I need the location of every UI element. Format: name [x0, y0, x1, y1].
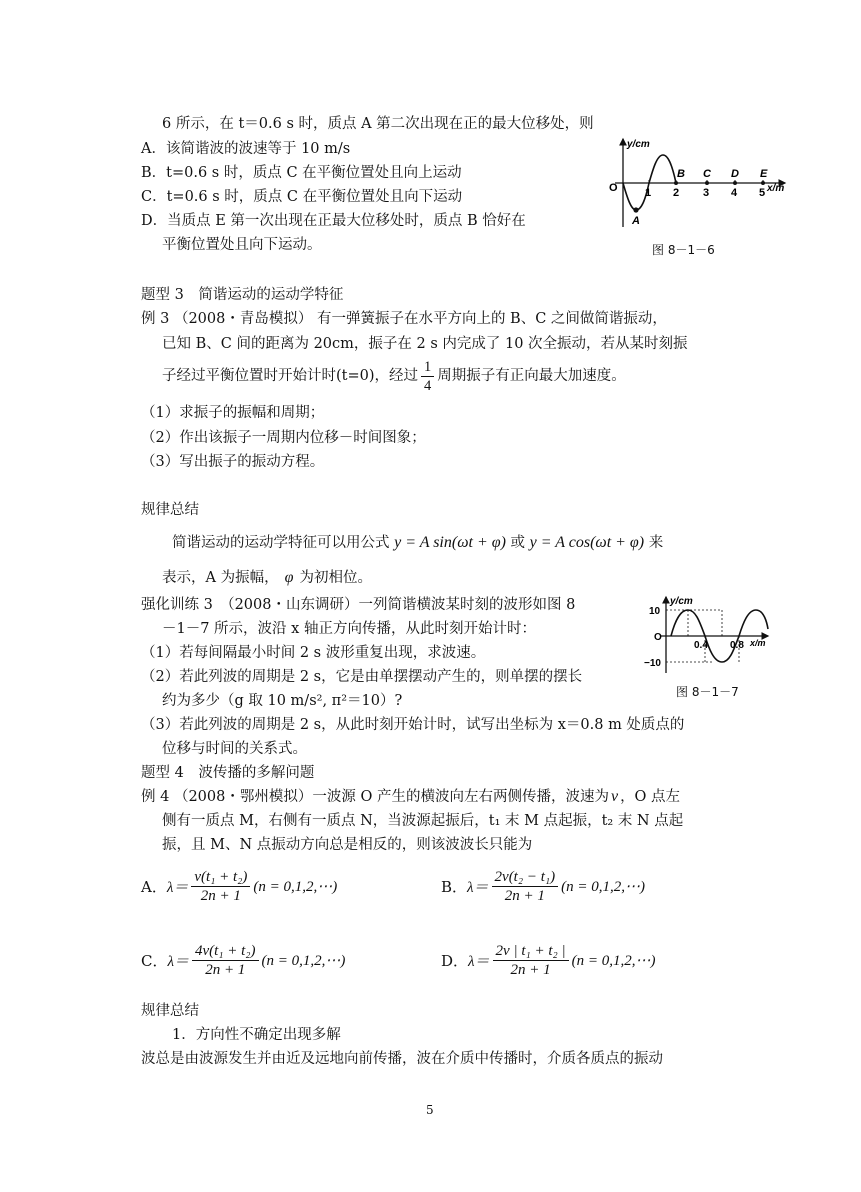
type3-heading: 题型 3 简谐运动的运动学特征 — [141, 287, 344, 303]
q2-option-c: C．t=0.6 s 时，质点 C 在平衡位置处且向下运动 — [141, 189, 463, 205]
fig1-label-c: C — [703, 168, 711, 180]
training3-line6: （3）若此列波的周期是 2 s，从此时刻开始计时，试写出坐标为 x＝0.8 m 处质点的 — [141, 717, 685, 733]
q2-option-a: A．该简谐波的波速等于 10 m/s — [141, 141, 351, 157]
training3-line1: 强化训练 3 （2008・山东调研）一列简谐横波某时刻的波形如图 8 — [141, 597, 576, 613]
q2-option-d: D．当质点 E 第一次出现在正最大位移处时，质点 B 恰好在 — [141, 213, 526, 229]
example4-option-c: C．λ＝ $\frac{\text{4v(t₁ + t₂)}}{2n + 1}$ (n = 0,1,2,⋯) — [141, 943, 346, 978]
example4-option-b: B．λ＝ $\frac{\text{2v(t₂ − t₁)}}{2n + 1}$ (n = 0,1,2,⋯) — [441, 869, 645, 904]
example3-line3: 子经过平衡位置时开始计时(t=0)，经过 $\frac{1}{4}$ 周期振子有正向最大加速度。 — [162, 358, 626, 394]
fig1-tick-2: 2 — [673, 187, 680, 199]
fig2-ytick-neg: −10 — [644, 658, 661, 669]
example3-subq-2: （2）作出该振子一周期内位移－时间图象； — [141, 430, 426, 446]
fig2-origin: O — [654, 632, 662, 643]
fig1-tick-3: 3 — [703, 187, 710, 199]
type4-summary-heading: 规律总结 — [141, 1003, 199, 1019]
example3-subq-1: （1）求振子的振幅和周期； — [141, 405, 325, 421]
formula-cos: y = A cos(ωt + φ) — [529, 534, 645, 551]
example3-subq-3: （3）写出振子的振动方程。 — [141, 454, 325, 470]
fig2-xlabel: x/m — [750, 638, 766, 648]
fig1-ylabel: y/cm — [627, 139, 650, 150]
formula-sin: y = A sin(ωt + φ) — [394, 534, 506, 551]
fig1-tick-4: 4 — [731, 187, 738, 199]
fig1-label-a: A — [632, 215, 640, 227]
summary3-line2: 表示，A 为振幅， φ 为初相位。 — [162, 569, 372, 586]
fig1-xlabel: x/m — [767, 183, 785, 194]
fig1-label-b: B — [677, 168, 685, 180]
point-a-dot — [633, 207, 638, 212]
example4-line3: 振，且 M、N 点振动方向总是相反的，则该波波长只能为 — [162, 837, 533, 853]
training3-line2: －1－7 所示，波沿 x 轴正方向传播，从此时刻开始计时： — [162, 621, 536, 637]
fig1-tick-1: 1 — [645, 187, 652, 199]
fig1-caption: 图 8－1－6 — [652, 243, 715, 257]
training3-line5: 约为多少（g 取 10 m/s², π²＝10）? — [162, 693, 403, 709]
example4-line2: 侧有一质点 M，右侧有一质点 N，当波源起振后，t₁ 末 M 点起振，t₂ 末 N 点起 — [162, 813, 684, 829]
fig1-origin: O — [609, 182, 618, 194]
fig2-caption: 图 8－1－7 — [676, 685, 739, 699]
q2-option-d-cont: 平衡位置处且向下运动。 — [162, 237, 322, 253]
summary3-line1: 简谐运动的运动学特征可以用公式 y = A sin(ωt + φ) 或 y = A cos(ωt + φ) 来 — [172, 534, 664, 551]
fig1-label-d: D — [731, 168, 739, 180]
type4-last-line: 波总是由波源发生并由近及远地向前传播，波在介质中传播时，介质各质点的振动 — [141, 1051, 663, 1067]
training3-line3: （1）若每间隔最小时间 2 s 波形重复出现，求波速。 — [141, 645, 486, 661]
example4-option-a: A．λ＝ $\frac{\text{v(t₁ + t₂)}}{2n + 1}$ (n = 0,1,2,⋯) — [141, 869, 338, 904]
type3-summary-heading: 规律总结 — [141, 502, 199, 518]
type4-heading: 题型 4 波传播的多解问题 — [141, 765, 315, 781]
q2-stem: 6 所示，在 t＝0.6 s 时，质点 A 第二次出现在正的最大位移处，则 — [162, 116, 594, 132]
fig2-ylabel: y/cm — [670, 596, 693, 607]
wave-figure-8-1-7 — [640, 593, 772, 675]
type4-point-1: 1．方向性不确定出现多解 — [172, 1027, 341, 1043]
example4-option-d: D．λ＝ $\frac{\text{2v | t₁ + t₂ |}}{2n + 1}$ (n = 0,1,2,⋯) — [441, 943, 656, 978]
example3-line1: 例 3 （2008・青岛模拟） 有一弹簧振子在水平方向上的 B、C 之间做简谐振动， — [141, 311, 667, 327]
fig1-label-e: E — [760, 168, 768, 180]
wave-figure-8-1-6 — [585, 135, 790, 235]
page-number: 5 — [426, 1103, 434, 1117]
example3-line2: 已知 B、C 间的距离为 20cm，振子在 2 s 内完成了 10 次全振动，若从某时刻振 — [162, 336, 688, 352]
training3-line4: （2）若此列波的周期是 2 s，它是由单摆摆动产生的，则单摆的摆长 — [141, 669, 583, 685]
q2-option-b: B．t=0.6 s 时，质点 C 在平衡位置处且向上运动 — [141, 165, 462, 181]
fig1-tick-5: 5 — [759, 187, 766, 199]
fig2-ytick-pos: 10 — [649, 606, 661, 617]
training3-line7: 位移与时间的关系式。 — [162, 741, 307, 757]
fig2-xtick-04: 0.4 — [694, 640, 708, 651]
example4-line1: 例 4 （2008・鄂州模拟）一波源 O 产生的横波向左右两侧传播，波速为 v ，O 点左 — [141, 788, 681, 805]
quarter-fraction: $\frac{1}{4}$ — [421, 358, 434, 395]
fig2-xtick-08: 0.8 — [730, 640, 744, 651]
